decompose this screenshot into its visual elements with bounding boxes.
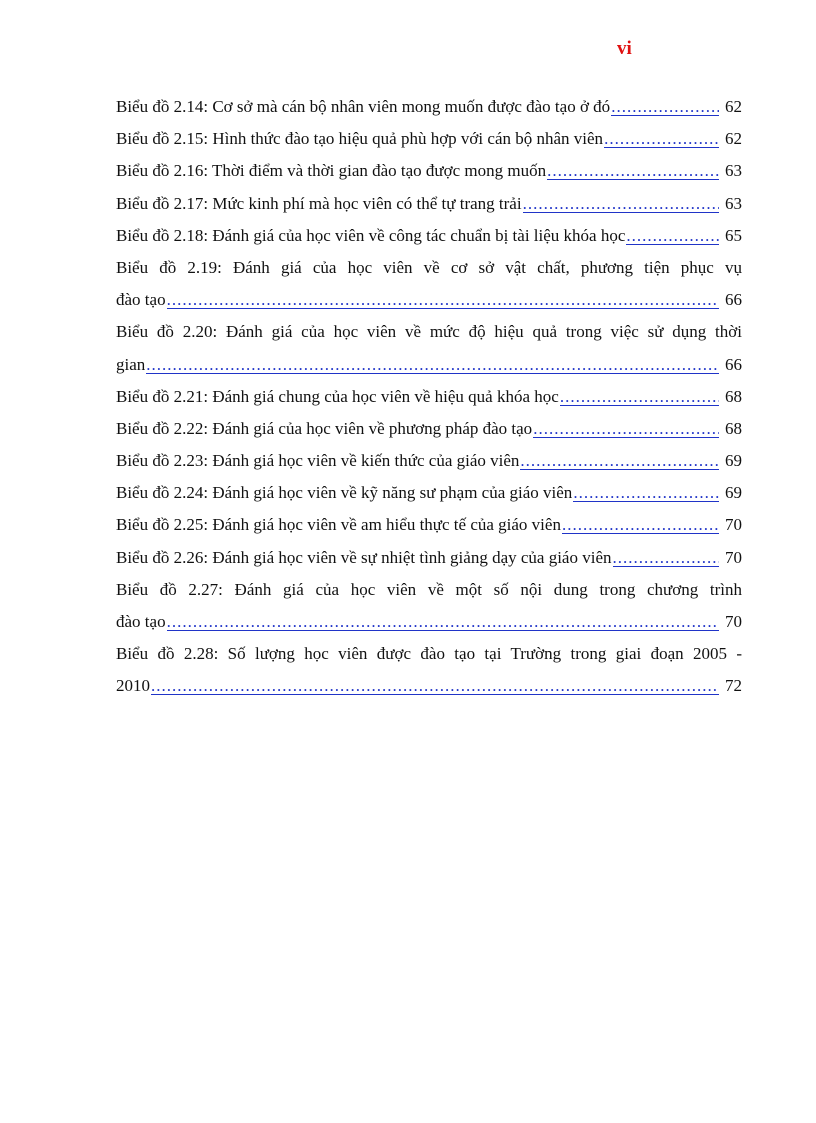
toc-entry-title-cont: 2010 [116,676,150,696]
toc-entry-page: 66 [725,354,742,374]
toc-entry-title: Biểu đồ 2.26: Đánh giá học viên về sự nhiệt tình giảng dạy của giáo viên [116,547,612,567]
toc-entry-title: Biểu đồ 2.16: Thời điểm và thời gian đào tạo được mong muốn [116,161,547,181]
toc-entry[interactable] [116,189,742,221]
toc-entry-title: Biểu đồ 2.14: Cơ sở mà cán bộ nhân viên mong muốn được đào tạo ở đó [116,97,611,116]
dot-leader [626,228,719,245]
toc-entry-title: Biểu đồ 2.20: Đánh giá của học viên về mức độ hiệu quả trong việc sử dụng thời [116,322,742,342]
toc-entry-page: 68 [725,386,742,406]
table-of-figures [116,92,742,704]
dot-leader [611,99,719,116]
dot-leader [547,163,719,180]
toc-entry-continuation[interactable] [116,285,742,317]
toc-entry[interactable] [116,639,742,671]
dot-leader [533,421,719,438]
toc-entry[interactable] [116,414,742,446]
toc-entry-page: 63 [725,193,742,213]
toc-entry-title: Biểu đồ 2.27: Đánh giá của học viên về một số nội dung trong chương trình [116,579,742,599]
toc-entry-title: Biểu đồ 2.21: Đánh giá chung của học viên về hiệu quả khóa học [116,386,559,406]
dot-leader [560,389,719,406]
toc-entry-page: 62 [725,129,742,149]
toc-entry[interactable] [116,478,742,510]
toc-entry[interactable] [116,510,742,542]
toc-entry-page: 65 [725,225,742,245]
toc-entry-page: 70 [725,547,742,567]
dot-leader [613,550,720,567]
toc-entry-page: 72 [725,676,742,696]
toc-entry-page: 63 [725,161,742,181]
dot-leader [604,131,719,148]
toc-entry-title: Biểu đồ 2.25: Đánh giá học viên về am hiểu thực tế của giáo viên [116,515,561,535]
dot-leader [523,196,719,213]
toc-entry[interactable] [116,221,742,253]
toc-entry-title: Biểu đồ 2.17: Mức kinh phí mà học viên có thể tự trang trải [116,193,522,213]
toc-entry[interactable] [116,382,742,414]
toc-entry-continuation[interactable] [116,350,742,382]
toc-entry-continuation[interactable] [116,671,742,703]
toc-entry-title-cont: đào tạo [116,612,166,631]
toc-entry-title: Biểu đồ 2.23: Đánh giá học viên về kiến thức của giáo viên [116,451,520,471]
toc-entry-page: 70 [725,612,742,631]
toc-entry[interactable] [116,124,742,156]
toc-entry[interactable] [116,253,742,285]
toc-entry-title: Biểu đồ 2.28: Số lượng học viên được đào tạo tại Trường trong giai đoạn 2005 - [116,644,742,664]
dot-leader [167,292,719,309]
toc-entry-title: Biểu đồ 2.15: Hình thức đào tạo hiệu quả phù hợp với cán bộ nhân viên [116,129,604,149]
toc-entry[interactable] [116,446,742,478]
dot-leader [520,453,719,470]
dot-leader [151,678,719,695]
dot-leader [146,357,719,374]
toc-entry-page: 66 [725,290,742,310]
toc-entry-page: 70 [725,515,742,535]
dot-leader [562,517,719,534]
toc-entry-title-cont: gian [116,354,146,374]
toc-entry-title: Biểu đồ 2.18: Đánh giá của học viên về công tác chuẩn bị tài liệu khóa học [116,225,626,245]
toc-entry-title: Biểu đồ 2.22: Đánh giá của học viên về phương pháp đào tạo [116,418,533,438]
toc-entry-title: Biểu đồ 2.24: Đánh giá học viên về kỹ năng sư phạm của giáo viên [116,483,573,503]
toc-entry[interactable] [116,92,742,124]
toc-entry-page: 69 [725,451,742,471]
toc-entry[interactable] [116,575,742,607]
toc-entry-title-cont: đào tạo [116,290,166,310]
toc-entry[interactable] [116,543,742,575]
dot-leader [167,614,719,631]
toc-entry-title: Biểu đồ 2.19: Đánh giá của học viên về cơ sở vật chất, phương tiện phục vụ [116,257,742,277]
toc-entry-page: 68 [725,418,742,438]
dot-leader [573,485,719,502]
toc-entry[interactable] [116,317,742,349]
page-number: vi [617,38,632,59]
toc-entry-continuation[interactable] [116,607,742,639]
toc-entry-page: 69 [725,483,742,503]
toc-entry[interactable] [116,156,742,188]
toc-entry-page: 62 [725,97,742,116]
